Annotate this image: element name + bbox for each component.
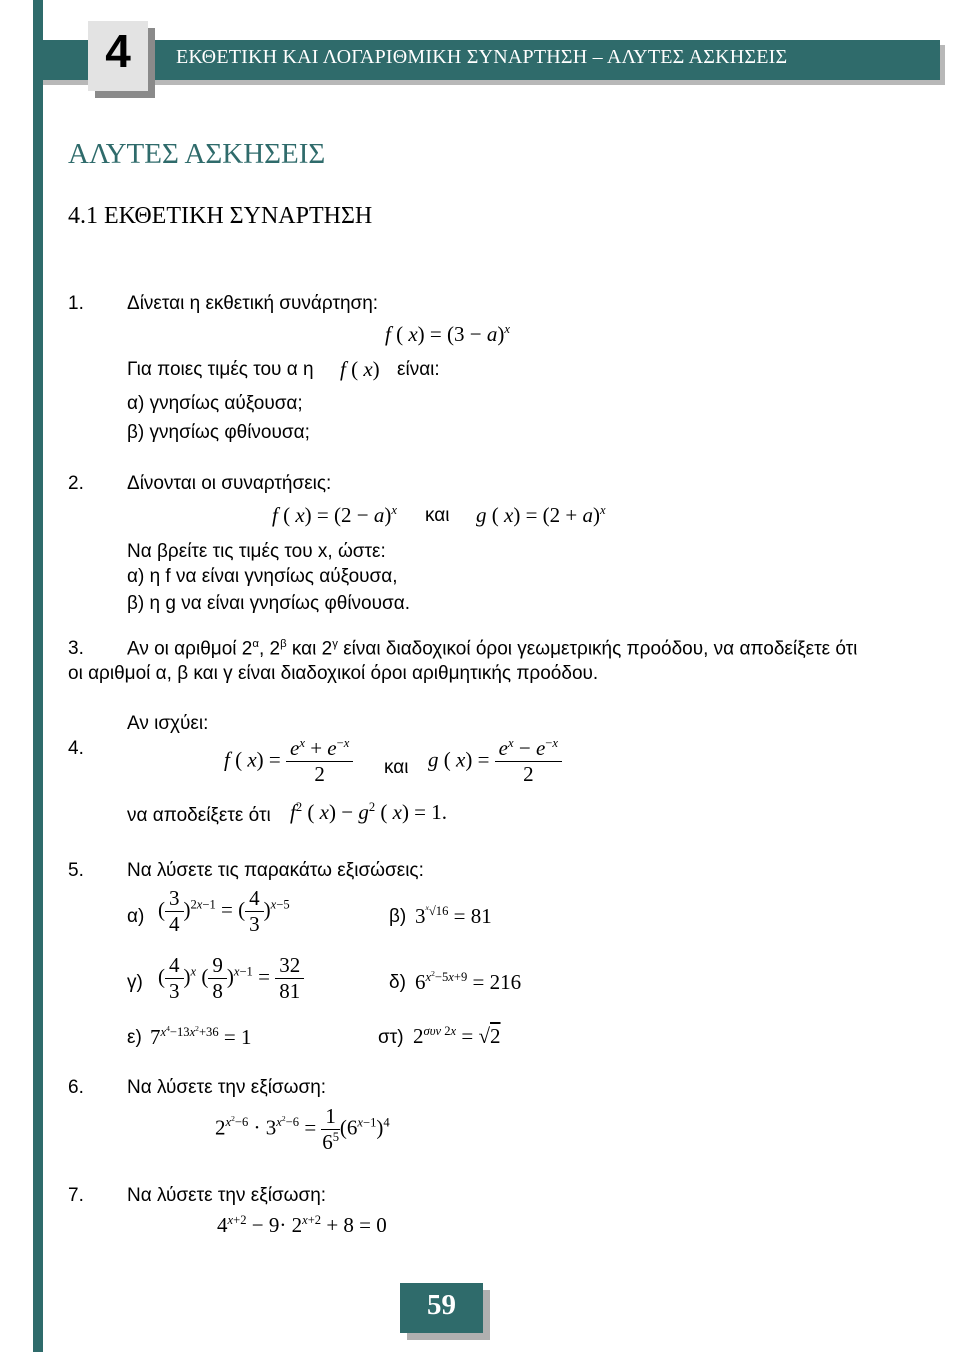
subsection-title: 4.1 ΕΚΘΕΤΙΚΗ ΣΥΝΑΡΤΗΣΗ [68, 203, 373, 229]
left-margin-bar [33, 0, 43, 1352]
exercise-4-number: 4. [68, 738, 84, 759]
exercise-2-and: και [425, 505, 450, 526]
chapter-title: ΕΚΘΕΤΙΚΗ ΚΑΙ ΛΟΓΑΡΙΘΜΙΚΗ ΣΥΝΑΡΤΗΣΗ – ΑΛΥΤΕΣ ΑΣΚΗΣΕΙΣ [176, 46, 788, 68]
exercise-2-number: 2. [68, 473, 84, 494]
exercise-5-label-e: ε) [127, 1027, 142, 1048]
exercise-3-line-1-post: είναι διαδοχικοί όροι γεωμετρικής προόδου, να αποδείξετε ότι [337, 638, 858, 660]
section-title: ΑΛΥΤΕΣ ΑΣΚΗΣΕΙΣ [68, 138, 326, 170]
exercise-5-equation-d: $6^{x^2-5x+9} = 216$ [415, 969, 522, 995]
exercise-5-label-a: α) [127, 906, 145, 927]
exercise-3-number: 3. [68, 638, 84, 659]
exercise-5-equation-a: ( $\frac{3}{4}$ )$^{2x-1}$ = ( $\frac{4}{3}$ )$^{x-5}$ [158, 886, 290, 936]
exercise-1-fx: f ( x) [340, 357, 380, 381]
exercise-5-number: 5. [68, 860, 84, 881]
exercise-1-intro: Δίνεται η εκθετική συνάρτηση: [127, 293, 379, 314]
exercise-1-question-post: είναι: [397, 359, 440, 380]
exercise-7-intro: Να λύσετε την εξίσωση: [127, 1185, 327, 1206]
exercise-3-line-2: οι αριθμοί α, β και γ είναι διαδοχικοί όροι αριθμητικής προόδου. [68, 663, 599, 684]
exercise-6-intro: Να λύσετε την εξίσωση: [127, 1077, 327, 1098]
page-number: 59 [427, 1289, 456, 1321]
exercise-7-equation: $4^{x+2} - 9\cdot 2^{x+2} + 8 = 0$ [217, 1213, 387, 1237]
exercise-2-part-a: α) η f να είναι γνησίως αύξουσα, [127, 566, 398, 587]
exercise-5-label-b: β) [389, 906, 407, 927]
exercise-4-formula-f: f ( x) = $\frac{e^x + e^{-x}}{2}$ [224, 736, 353, 787]
exercise-4-identity: $f^2$ ( $x) - g^2$ ( x) = 1. [290, 800, 448, 824]
exercise-4-prove: να αποδείξετε ότι [127, 805, 271, 826]
exercise-4-and: και [384, 757, 409, 778]
exercise-5-equation-e: $7^{x^4-13x^2+36} = 1$ [150, 1024, 252, 1050]
exercise-1-part-a: α) γνησίως αύξουσα; [127, 393, 303, 414]
exercise-4-formula-g: g ( x) = $\frac{e^x - e^{-x}}{2}$ [428, 736, 562, 787]
exercise-2-part-b: β) η g να είναι γνησίως φθίνουσα. [127, 593, 411, 614]
exercise-3-line-1-pre: Αν οι αριθμοί 2 [127, 638, 253, 660]
exercise-7-number: 7. [68, 1185, 84, 1206]
exercise-5-equation-c: ( $\frac{4}{3}$ )$^x$ ( $\frac{9}{8}$ )$^{x-1}$ = $\frac{32}{81}$ [158, 953, 304, 1004]
exercise-2-formula-g: g ( $x) = (2 + a)^x$ [476, 503, 606, 527]
exercise-5-label-c: γ) [127, 972, 143, 993]
exercise-4-intro: Αν ισχύει: [127, 713, 209, 734]
exercise-3-line-1: Αν οι αριθμοί $2^\alpha$, $2^\beta$ και $2^\gamma$ είναι διαδοχικοί όροι γεωμετρικής προόδου, να αποδείξετε ότι [127, 638, 858, 660]
chapter-number: 4 [105, 25, 131, 77]
exercise-2-question: Να βρείτε τις τιμές του x, ώστε: [127, 541, 386, 562]
exercise-5-label-f: στ) [378, 1027, 404, 1048]
exercise-6-number: 6. [68, 1077, 84, 1098]
exercise-1-number: 1. [68, 293, 84, 314]
exercise-2-intro: Δίνονται οι συναρτήσεις: [127, 473, 332, 494]
exercise-1-formula: f ( $x) = (3 - a)^x$ [385, 322, 510, 346]
exercise-5-equation-b: $3^{^x√16} = 81$ [415, 903, 492, 929]
exercise-1-question-pre: Για ποιες τιμές του α η [127, 359, 314, 380]
exercise-5-equation-f: $2^{\sigma\upsilon\nu 2x} = √2$ [413, 1024, 501, 1048]
exercise-1-part-b: β) γνησίως φθίνουσα; [127, 422, 310, 443]
exercise-5-label-d: δ) [389, 972, 406, 993]
exercise-2-formula-f: f ( $x) = (2 - a)^x$ [272, 503, 397, 527]
exercise-6-equation: $2^{x^2-6} \cdot 3^{x^2-6}$ = $\frac{1}{6^5}$ $(6^{x-1})^4$ [215, 1104, 390, 1154]
exercise-5-intro: Να λύσετε τις παρακάτω εξισώσεις: [127, 860, 424, 881]
